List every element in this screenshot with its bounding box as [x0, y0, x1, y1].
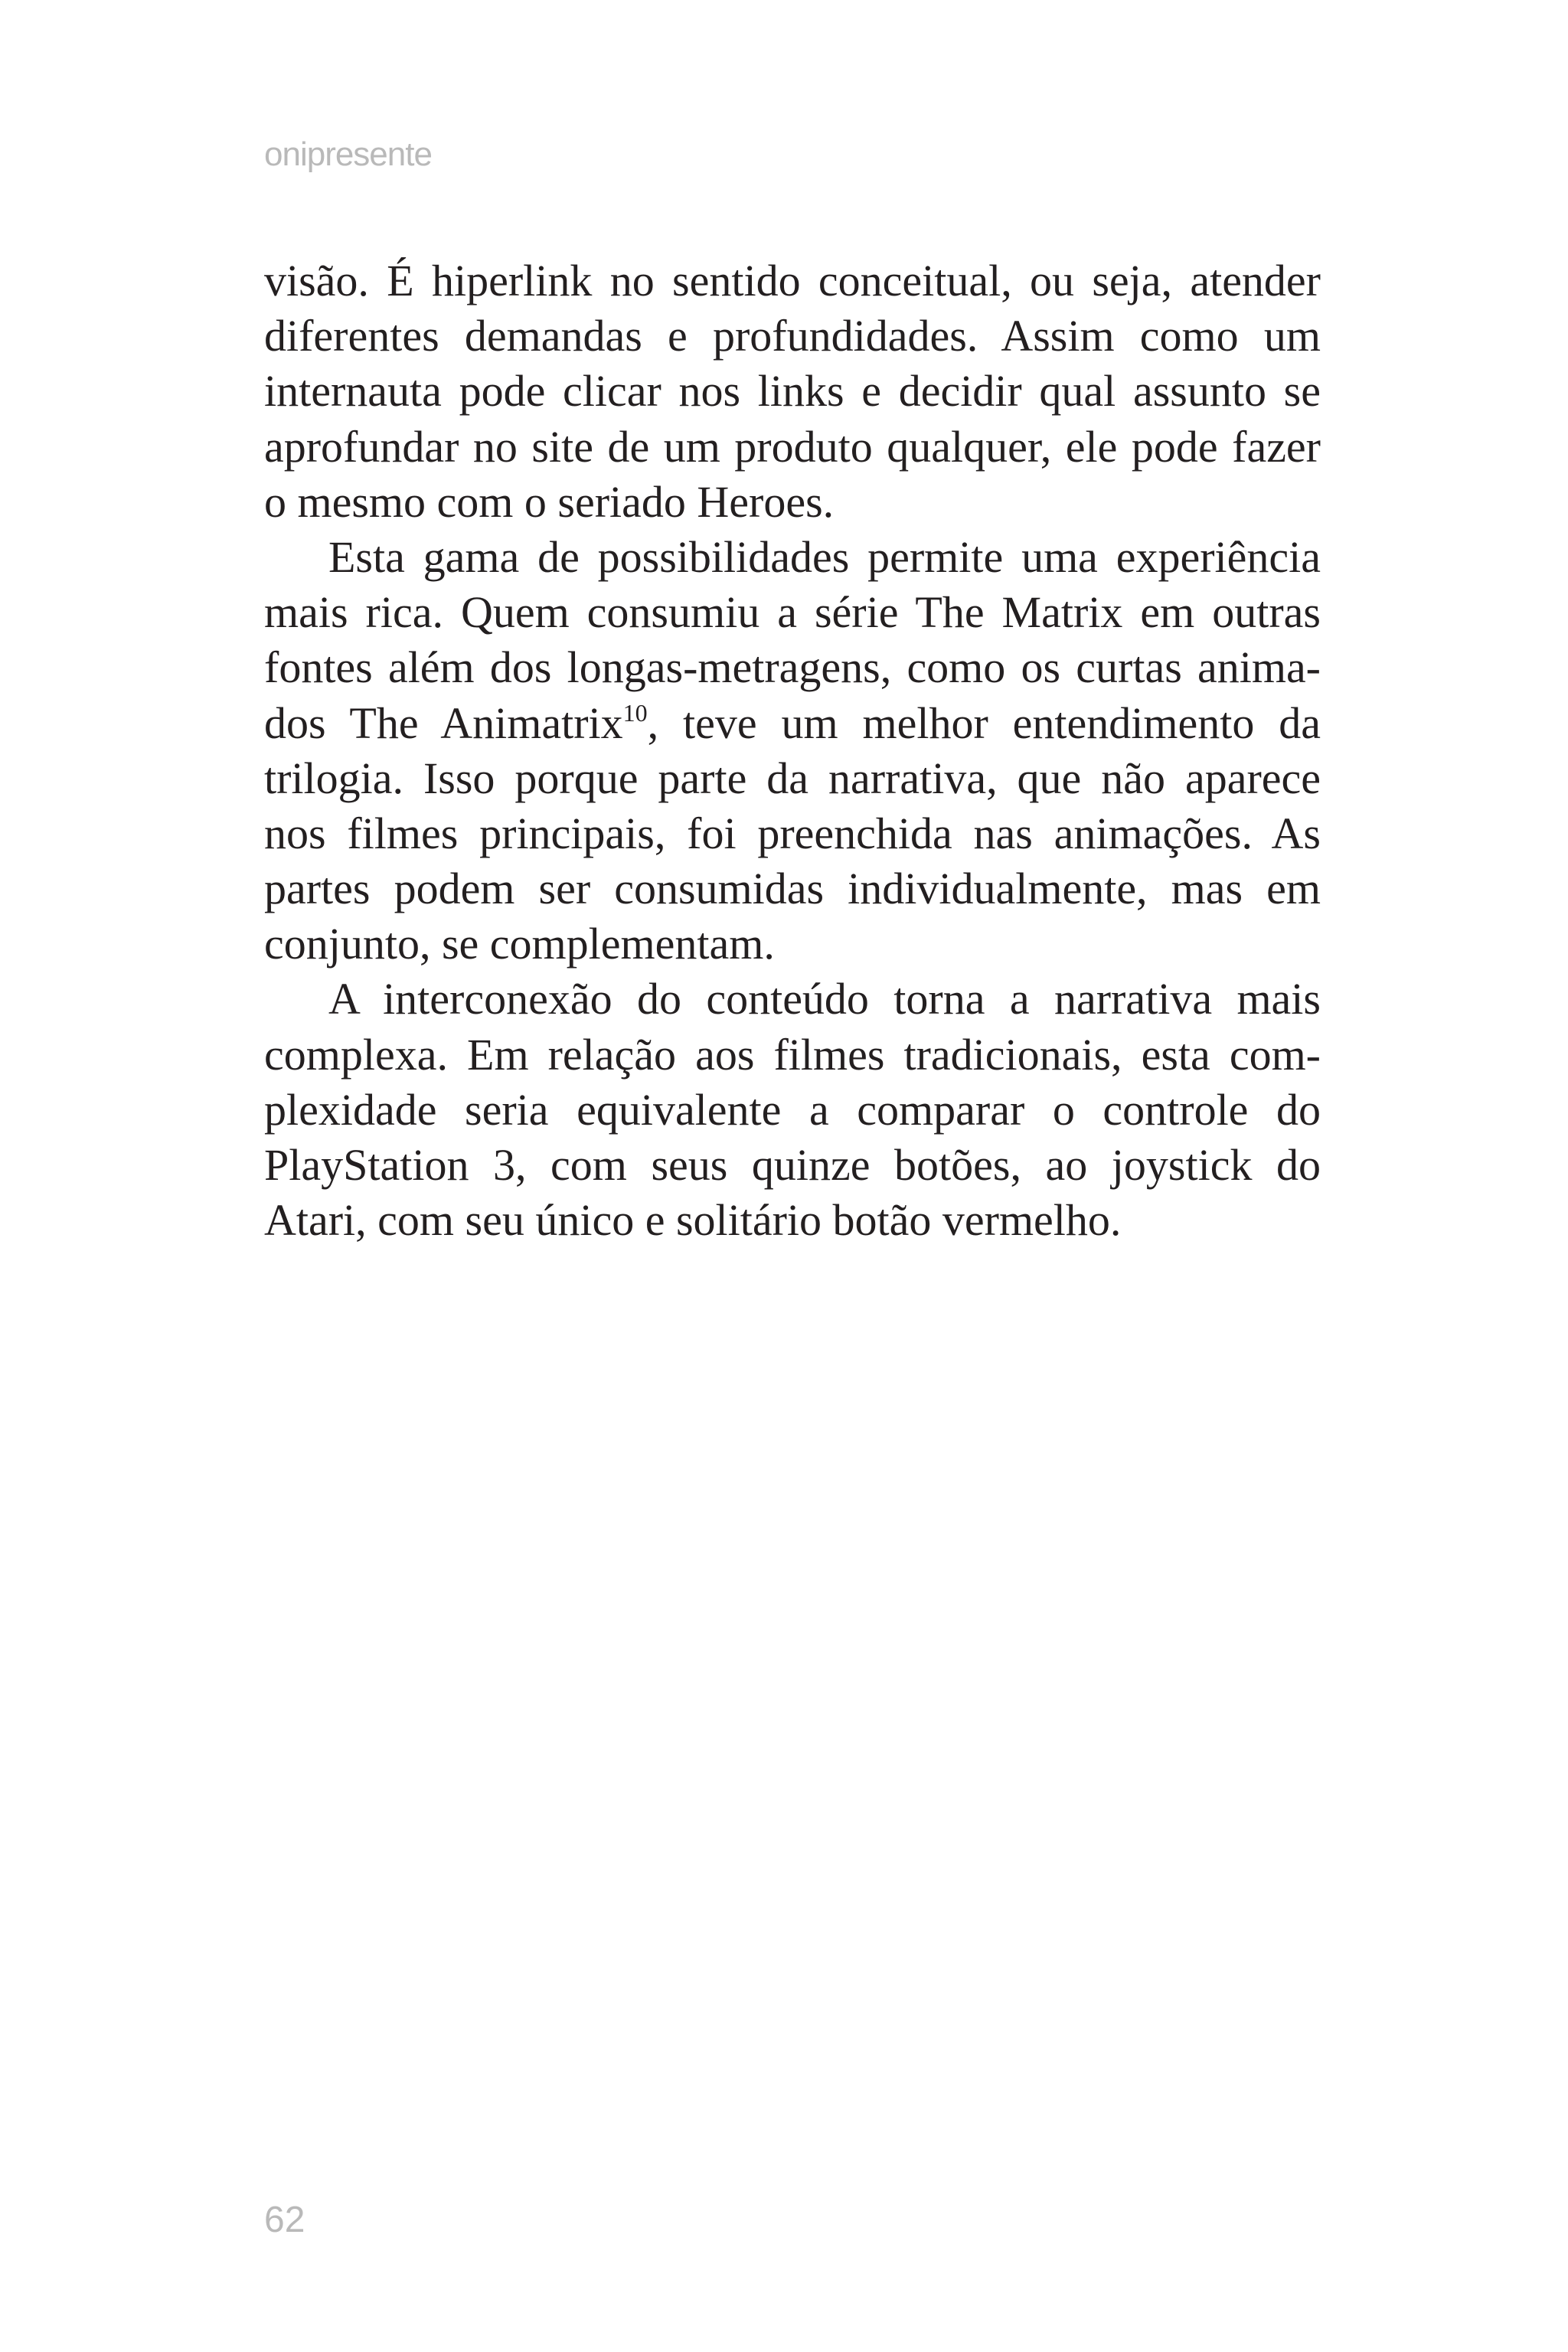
text-line: nos filmes principais, foi preenchida nas animações. As — [264, 808, 1321, 858]
body-text — [264, 253, 1321, 1248]
text-line: partes podem ser consumidas individualmente, mas em — [264, 864, 1321, 914]
text-line: Atari, com seu único e solitário botão vermelho. — [264, 1195, 1122, 1246]
paragraph-2 — [264, 530, 1321, 972]
text-line: diferentes demandas e profundidades. Assim como um — [264, 311, 1321, 361]
text-line: plexidade seria equivalente a comparar o controle do — [264, 1084, 1321, 1135]
running-head: onipresente — [264, 136, 432, 173]
text-segment: , teve um melhor entendimento da — [647, 697, 1321, 748]
text-line: conjunto, se complementam. — [264, 919, 775, 969]
text-line: Esta gama de possibilidades permite uma experiência — [328, 531, 1321, 582]
text-line: fontes além dos longas-metragens, como os curtas anima- — [264, 642, 1321, 693]
text-line: complexa. Em relação aos filmes tradicionais, esta com- — [264, 1029, 1321, 1080]
text-line: mais rica. Quem consumiu a série The Matrix em outras — [264, 587, 1321, 638]
paragraph-3 — [264, 972, 1321, 1248]
text-line: internauta pode clicar nos links e decidir qual assunto se — [264, 366, 1321, 416]
text-line: trilogia. Isso porque parte da narrativa, que não aparece — [264, 753, 1321, 803]
text-line: visão. É hiperlink no sentido conceitual, ou seja, atender — [264, 256, 1321, 305]
text-line: o mesmo com o seriado Heroes. — [264, 476, 835, 527]
text-line-with-footnote — [264, 696, 1321, 751]
footnote-reference: 10 — [622, 698, 648, 727]
text-line: PlayStation 3, com seus quinze botões, ao joystick do — [264, 1140, 1321, 1190]
text-segment: dos The Animatrix — [264, 697, 623, 748]
paragraph-1 — [264, 253, 1321, 530]
text-line: aprofundar no site de um produto qualquer, ele pode fazer — [264, 421, 1321, 472]
page-number: 62 — [264, 2200, 305, 2240]
text-line: A interconexão do conteúdo torna a narrativa mais — [328, 974, 1321, 1024]
